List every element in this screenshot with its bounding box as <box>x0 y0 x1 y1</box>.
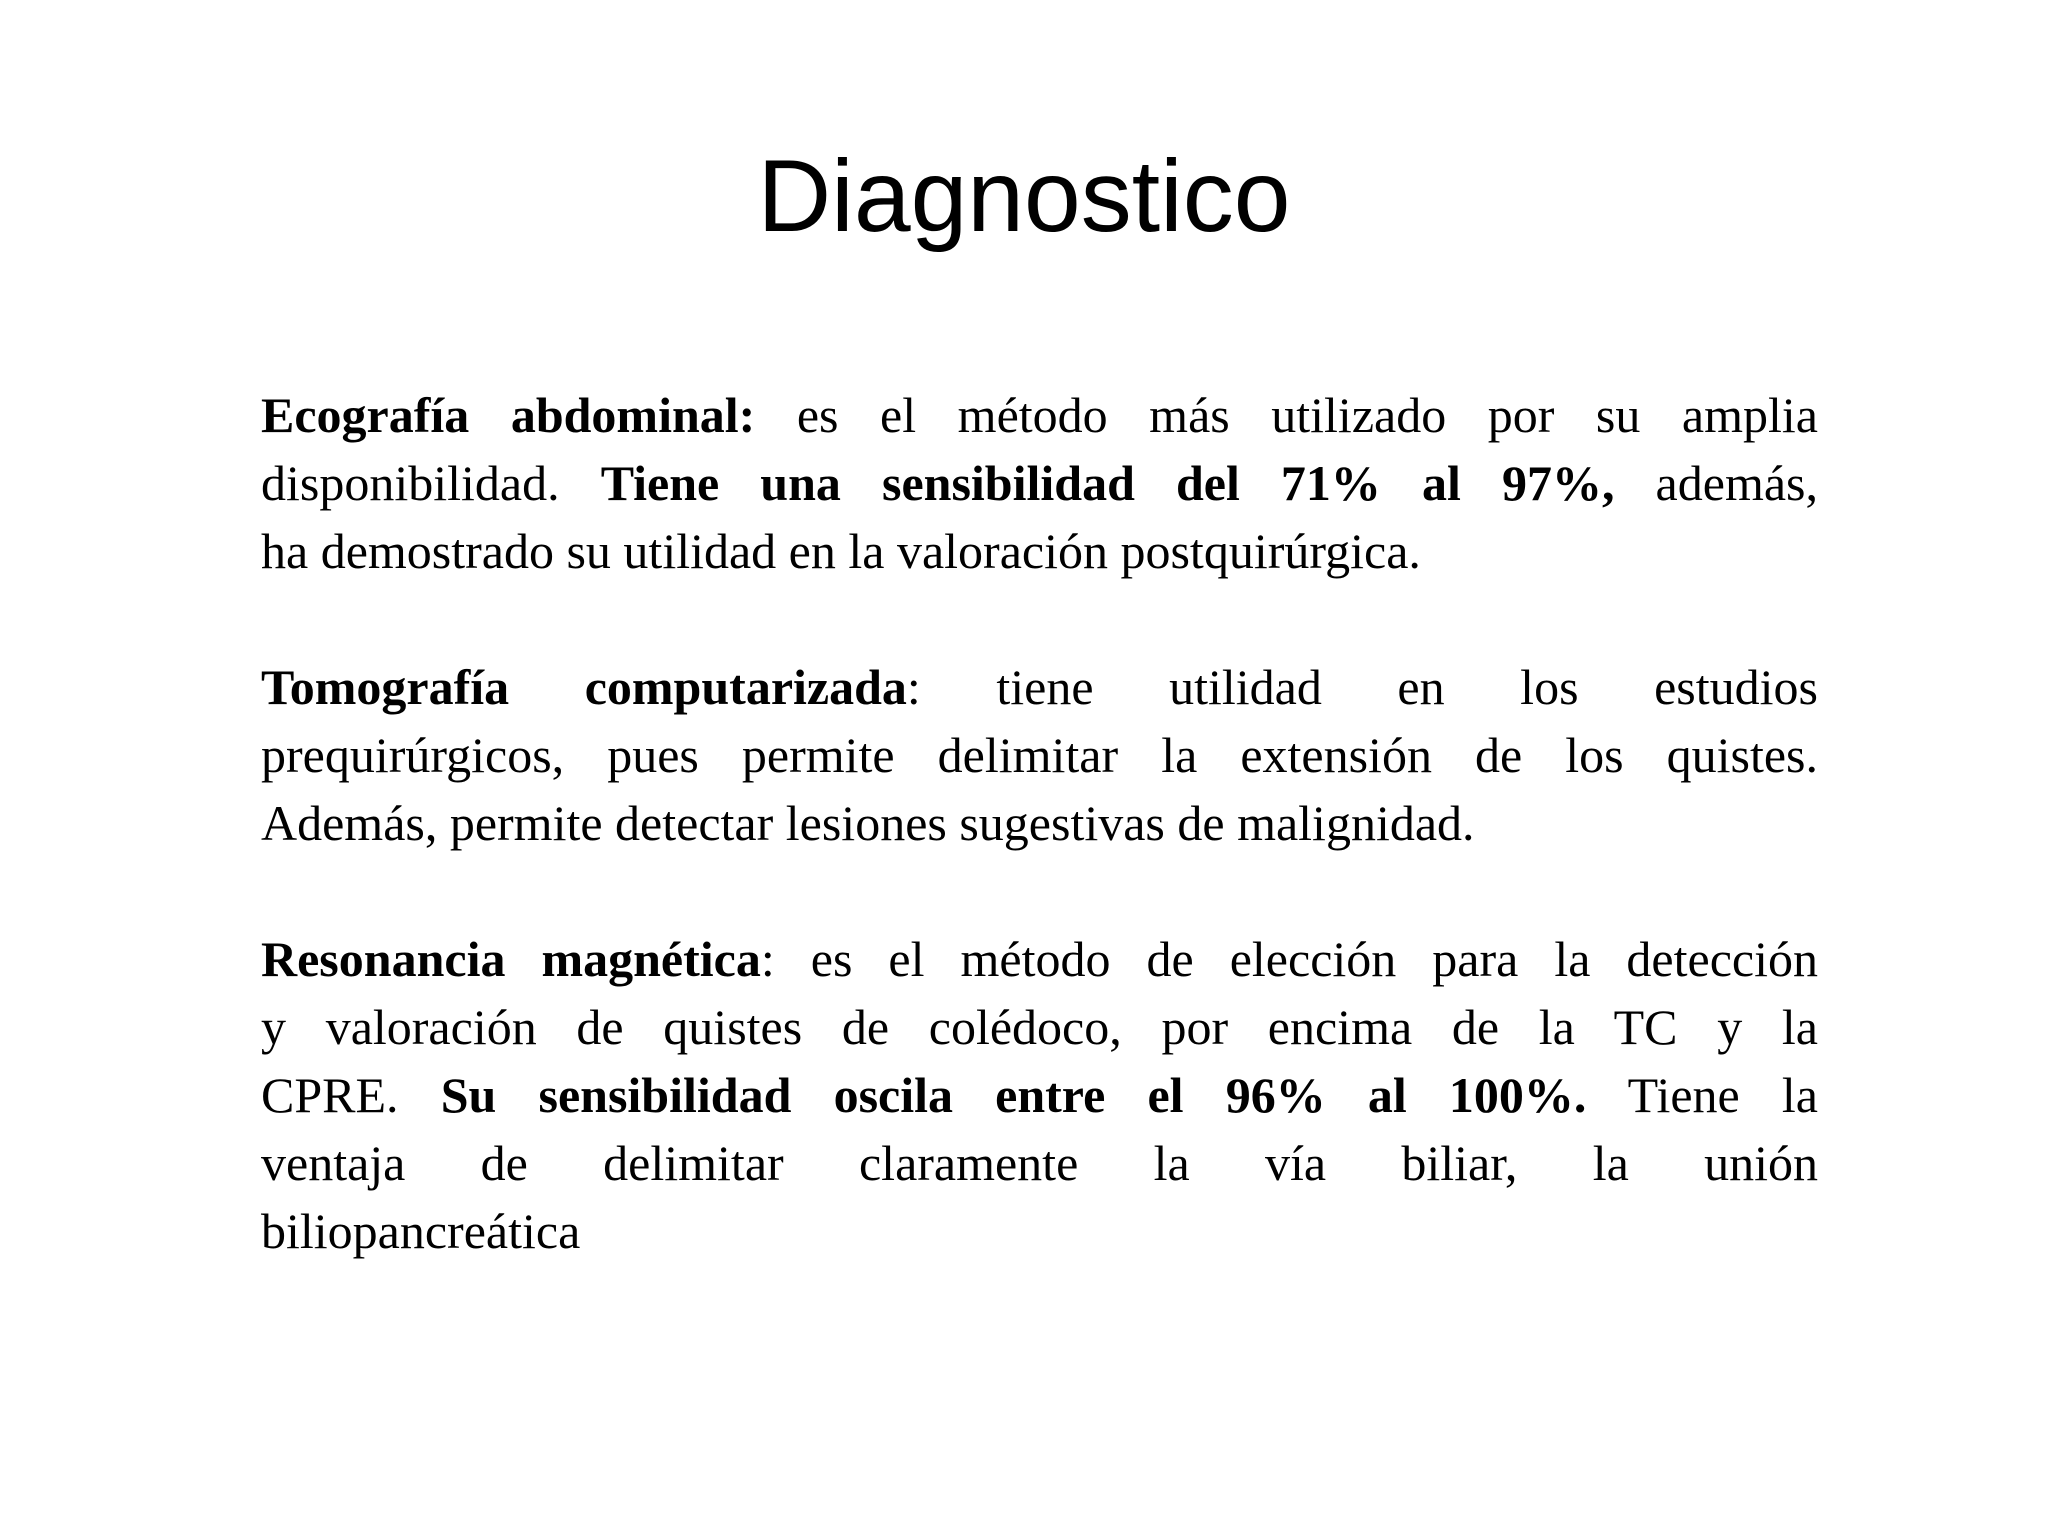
paragraph-resonancia <box>261 925 1818 1265</box>
text-segment: además, <box>1614 455 1818 511</box>
text-line <box>261 721 1818 789</box>
text-segment: y valoración de quistes de colédoco, por encima de la TC y la <box>261 999 1818 1055</box>
paragraph-tomografia <box>261 653 1818 857</box>
text-segment: Además, permite detectar lesiones sugestivas de malignidad. <box>261 795 1475 851</box>
text-segment: ventaja de delimitar claramente la vía biliar, la unión <box>261 1135 1818 1191</box>
text-line <box>261 993 1818 1061</box>
text-segment: : tiene utilidad en los estudios <box>906 659 1818 715</box>
term-ecografia: Ecografía abdominal: <box>261 387 756 443</box>
text-segment: disponibilidad. <box>261 455 601 511</box>
text-line <box>261 517 1818 585</box>
paragraph-ecografia <box>261 381 1818 585</box>
text-line <box>261 789 1818 857</box>
text-segment: CPRE. <box>261 1067 441 1123</box>
slide-body <box>261 381 1818 1333</box>
text-line <box>261 653 1818 721</box>
term-resonancia: Resonancia magnética <box>261 931 761 987</box>
highlight-sensitivity: Su sensibilidad oscila entre el 96% al 100%. <box>440 1067 1587 1123</box>
text-segment: ha demostrado su utilidad en la valoración postquirúrgica. <box>261 523 1421 579</box>
text-segment: prequirúrgicos, pues permite delimitar la extensión de los quistes. <box>261 727 1818 783</box>
term-tomografia: Tomografía computarizada <box>261 659 907 715</box>
slide-title: Diagnostico <box>757 139 1291 253</box>
text-line <box>261 1061 1818 1129</box>
text-line <box>261 381 1818 449</box>
text-line <box>261 925 1818 993</box>
text-line <box>261 1197 1818 1265</box>
text-segment: Tiene la <box>1586 1067 1818 1123</box>
text-line <box>261 449 1818 517</box>
text-segment: : es el método de elección para la detección <box>760 931 1818 987</box>
text-segment: biliopancreática <box>261 1203 581 1259</box>
text-line <box>261 1129 1818 1197</box>
highlight-sensitivity: Tiene una sensibilidad del 71% al 97%, <box>600 455 1615 511</box>
text-segment: es el método más utilizado por su amplia <box>755 387 1818 443</box>
